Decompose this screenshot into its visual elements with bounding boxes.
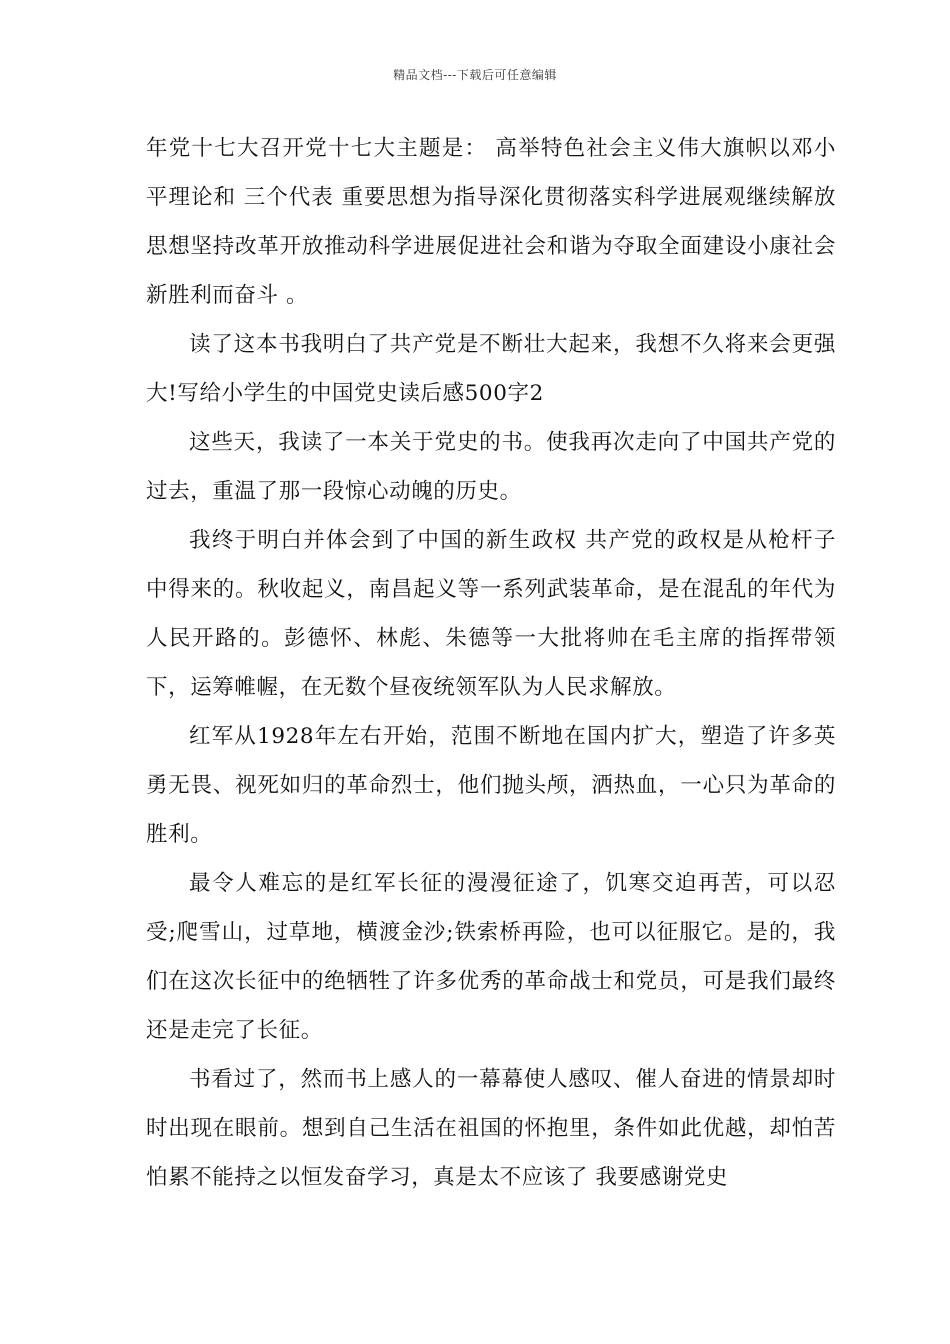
page-header: 精品文档---下载后可任意编辑 (393, 68, 557, 82)
paragraph-6: 最令人难忘的是红军长征的漫漫征途了，饥寒交迫再苦，可以忍受;爬雪山，过草地，横渡金沙;铁索桥再险，也可以征服它。是的，我们在这次长征中的绝牺牲了许多优秀的革命战士和党员，可是我们最终还是走完了长征。 (146, 871, 836, 1043)
paragraph-7: 书看过了，然而书上感人的一幕幕使人感叹、催人奋进的情景却时时出现在眼前。想到自己生活在祖国的怀抱里，条件如此优越，却怕苦怕累不能持之以恒发奋学习，真是太不应该了 我要感谢党史 (146, 1067, 836, 1190)
paragraph-1: 年党十七大召开党十七大主题是： 高举特色社会主义伟大旗帜以邓小平理论和 三个代表 重要思想为指导深化贯彻落实科学进展观继续解放思想坚持改革开放推动科学进展促进社会和谐为夺取全面建设小康社会新胜利而奋斗 。 (146, 136, 836, 308)
document-body (146, 124, 836, 1202)
paragraph-3: 这些天，我读了一本关于党史的书。使我再次走向了中国共产党的过去，重温了那一段惊心动魄的历史。 (146, 430, 836, 504)
paragraph-4: 我终于明白并体会到了中国的新生政权 共产党的政权是从枪杆子中得来的。秋收起义，南昌起义等一系列武装革命，是在混乱的年代为人民开路的。彭德怀、林彪、朱德等一大批将帅在毛主席的指挥带领下，运筹帷幄，在无数个昼夜统领军队为人民求解放。 (146, 528, 836, 700)
paragraph-2: 读了这本书我明白了共产党是不断壮大起来，我想不久将来会更强大!写给小学生的中国党史读后感500字2 (146, 332, 836, 406)
paragraph-5: 红军从1928年左右开始，范围不断地在国内扩大，塑造了许多英勇无畏、视死如归的革命烈士，他们抛头颅，洒热血，一心只为革命的胜利。 (146, 724, 836, 847)
